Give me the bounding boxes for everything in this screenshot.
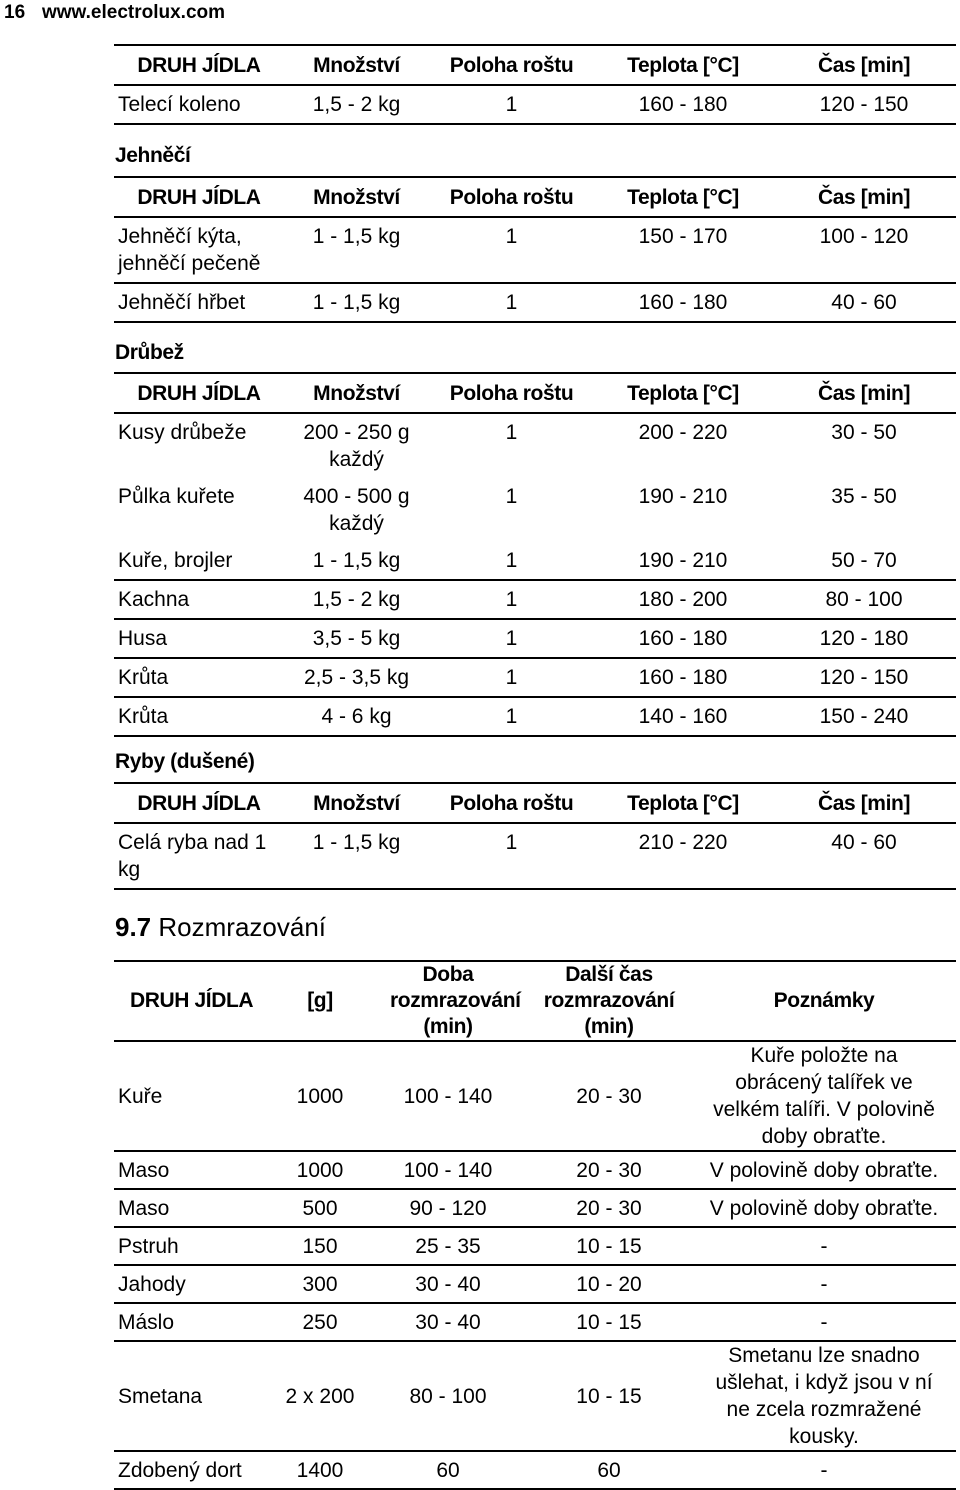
table-header-row [114,961,956,1041]
cell-extra-time: 20 - 30 [576,1084,642,1108]
table-row [114,1041,956,1151]
cell-temp: 160 - 180 [638,93,728,116]
table-header-row [114,373,956,413]
cell-food: Maso [118,1196,170,1220]
table-row [114,580,956,619]
table-row [114,1189,956,1227]
table-row [114,697,956,736]
cell-shelf: 1 [505,666,518,689]
cell-shelf: 1 [505,588,518,611]
cell-time: 35 - 50 [831,485,897,508]
cell-defrost-time: 100 - 140 [403,1158,493,1182]
header-temp: Teplota [°C] [627,185,739,209]
header-temp: Teplota [°C] [627,791,739,815]
table-row [114,413,956,478]
cell-food: Kuře, brojler [118,549,233,572]
table-row [114,823,956,889]
cell-time: 120 - 150 [819,666,909,689]
cell-shelf: 1 [505,831,518,854]
header-shelf: Poloha roštu [449,53,574,77]
header-food: DRUH JÍDLA [137,381,261,405]
cell-time: 120 - 150 [819,93,909,116]
table-row [114,1451,956,1489]
cell-notes: - [820,1310,828,1334]
header-extra-time: Další čas rozmrazování (min) [543,963,675,1038]
table-row [114,1265,956,1303]
header-time: Čas [min] [817,185,911,209]
cell-grams: 1000 [296,1158,344,1182]
header-shelf: Poloha roštu [449,185,574,209]
cell-extra-time: 10 - 15 [576,1234,642,1258]
cell-amount: 400 - 500 g každý [303,485,410,535]
cell-food: Krůta [118,705,169,728]
cell-extra-time: 60 [597,1458,621,1482]
cell-temp: 160 - 180 [638,291,728,314]
cell-amount: 4 - 6 kg [321,705,392,728]
defrost-table [114,960,956,1490]
cell-amount: 1 - 1,5 kg [312,225,401,248]
cell-notes: V polovině doby obraťte. [709,1158,939,1182]
section-title-poultry: Drůbež [115,341,184,364]
cell-extra-time: 10 - 15 [576,1384,642,1408]
cell-temp: 210 - 220 [638,831,728,854]
cell-time: 150 - 240 [819,705,909,728]
table-header-row [114,45,956,85]
cell-notes: - [820,1272,828,1296]
cell-extra-time: 20 - 30 [576,1158,642,1182]
cell-temp: 180 - 200 [638,588,728,611]
table-row [114,658,956,697]
cell-amount: 3,5 - 5 kg [312,627,401,650]
cell-defrost-time: 30 - 40 [415,1272,481,1296]
cell-shelf: 1 [505,705,518,728]
lamb-table [114,176,956,323]
cell-defrost-time: 30 - 40 [415,1310,481,1334]
table-header-row [114,783,956,823]
cell-extra-time: 10 - 15 [576,1310,642,1334]
header-food: DRUH JÍDLA [137,185,261,209]
cell-food: Telecí koleno [118,93,241,116]
cell-defrost-time: 100 - 140 [403,1084,493,1108]
chapter-number: 9.7 [115,912,152,942]
cell-extra-time: 20 - 30 [576,1196,642,1220]
header-temp: Teplota [°C] [627,381,739,405]
cell-time: 100 - 120 [819,225,909,248]
cell-food: Smetana [118,1384,203,1408]
cell-food: Pstruh [118,1234,179,1258]
fish-table [114,782,956,890]
header-food: DRUH JÍDLA [137,791,261,815]
cell-amount: 1 - 1,5 kg [312,549,401,572]
cell-temp: 200 - 220 [638,421,728,444]
cell-food: Máslo [118,1310,175,1334]
cell-time: 40 - 60 [831,291,897,314]
cell-time: 120 - 180 [819,627,909,650]
cell-time: 50 - 70 [831,549,897,572]
cell-time: 80 - 100 [825,588,903,611]
cell-amount: 1 - 1,5 kg [312,831,401,854]
table-row [114,619,956,658]
cell-notes: Kuře položte na obrácený talířek ve velkém talíři. V polovině doby obraťte. [713,1044,935,1148]
cell-defrost-time: 60 [436,1458,460,1482]
poultry-table [114,372,956,737]
cell-defrost-time: 90 - 120 [409,1196,487,1220]
table-row [114,1227,956,1265]
cell-food: Husa [118,627,168,650]
cell-shelf: 1 [505,291,518,314]
cell-amount: 2,5 - 3,5 kg [303,666,410,689]
cell-grams: 1000 [296,1084,344,1108]
cell-grams: 500 [302,1196,338,1220]
header-amount: Množství [313,185,400,209]
header-time: Čas [min] [817,791,911,815]
cell-amount: 1 - 1,5 kg [312,291,401,314]
cell-amount: 1,5 - 2 kg [312,588,401,611]
veal-table [114,44,956,125]
cell-shelf: 1 [505,627,518,650]
cell-food: Kachna [118,588,190,611]
cell-notes: - [820,1234,828,1258]
cell-temp: 160 - 180 [638,666,728,689]
cell-shelf: 1 [505,225,518,248]
header-amount: Množství [313,381,400,405]
cell-notes: Smetanu lze snadno ušlehat, i když jsou v ní ne zcela rozmražené kousky. [715,1344,933,1448]
table-row [114,283,956,322]
cell-amount: 1,5 - 2 kg [312,93,401,116]
cell-extra-time: 10 - 20 [576,1272,642,1296]
cell-grams: 1400 [296,1458,344,1482]
site-url: www.electrolux.com [42,2,226,23]
table-row [114,1303,956,1341]
cell-shelf: 1 [505,421,518,444]
cell-shelf: 1 [505,485,518,508]
section-title-lamb: Jehněčí [115,144,191,167]
cell-grams: 2 x 200 [285,1384,355,1408]
cell-food: Půlka kuřete [118,485,235,508]
cell-temp: 190 - 210 [638,549,728,572]
cell-food: Jehněčí hřbet [118,291,246,314]
cell-notes: - [820,1458,828,1482]
header-amount: Množství [313,791,400,815]
header-amount: Množství [313,53,400,77]
header-time: Čas [min] [817,53,911,77]
section-title-fish: Ryby (dušené) [115,750,255,773]
cell-time: 30 - 50 [831,421,897,444]
header-time: Čas [min] [817,381,911,405]
cell-food: Celá ryba nad 1 kg [118,831,267,881]
cell-food: Jehněčí kýta, jehněčí pečeně [118,225,261,275]
chapter-heading [115,912,326,943]
cell-notes: V polovině doby obraťte. [709,1196,939,1220]
header-grams: [g] [307,989,333,1012]
table-row [114,478,956,542]
cell-food: Zdobený dort [118,1458,242,1482]
cell-temp: 190 - 210 [638,485,728,508]
cell-defrost-time: 25 - 35 [415,1234,481,1258]
cell-food: Maso [118,1158,170,1182]
header-shelf: Poloha roštu [449,381,574,405]
page-header [0,0,225,26]
chapter-title: Rozmrazování [158,912,327,942]
cell-temp: 160 - 180 [638,627,728,650]
table-row [114,1151,956,1189]
cell-temp: 150 - 170 [638,225,728,248]
cell-grams: 300 [302,1272,338,1296]
cell-defrost-time: 80 - 100 [409,1384,487,1408]
header-food: DRUH JÍDLA [137,53,261,77]
cell-temp: 140 - 160 [638,705,728,728]
header-notes: Poznámky [773,989,875,1012]
header-food: DRUH JÍDLA [130,989,254,1012]
table-row [114,217,956,283]
cell-shelf: 1 [505,549,518,572]
cell-amount: 200 - 250 g každý [303,421,410,471]
cell-food: Kuře [118,1084,163,1108]
cell-shelf: 1 [505,93,518,116]
header-temp: Teplota [°C] [627,53,739,77]
cell-time: 40 - 60 [831,831,897,854]
table-row [114,542,956,580]
cell-grams: 150 [302,1234,338,1258]
header-defrost-time: Doba rozmrazování (min) [390,963,521,1038]
header-shelf: Poloha roštu [449,791,574,815]
table-row [114,85,956,124]
cell-food: Kusy drůbeže [118,421,247,444]
cell-food: Krůta [118,666,169,689]
cell-grams: 250 [302,1310,338,1334]
table-header-row [114,177,956,217]
page-number: 16 [4,2,26,23]
cell-food: Jahody [118,1272,186,1296]
